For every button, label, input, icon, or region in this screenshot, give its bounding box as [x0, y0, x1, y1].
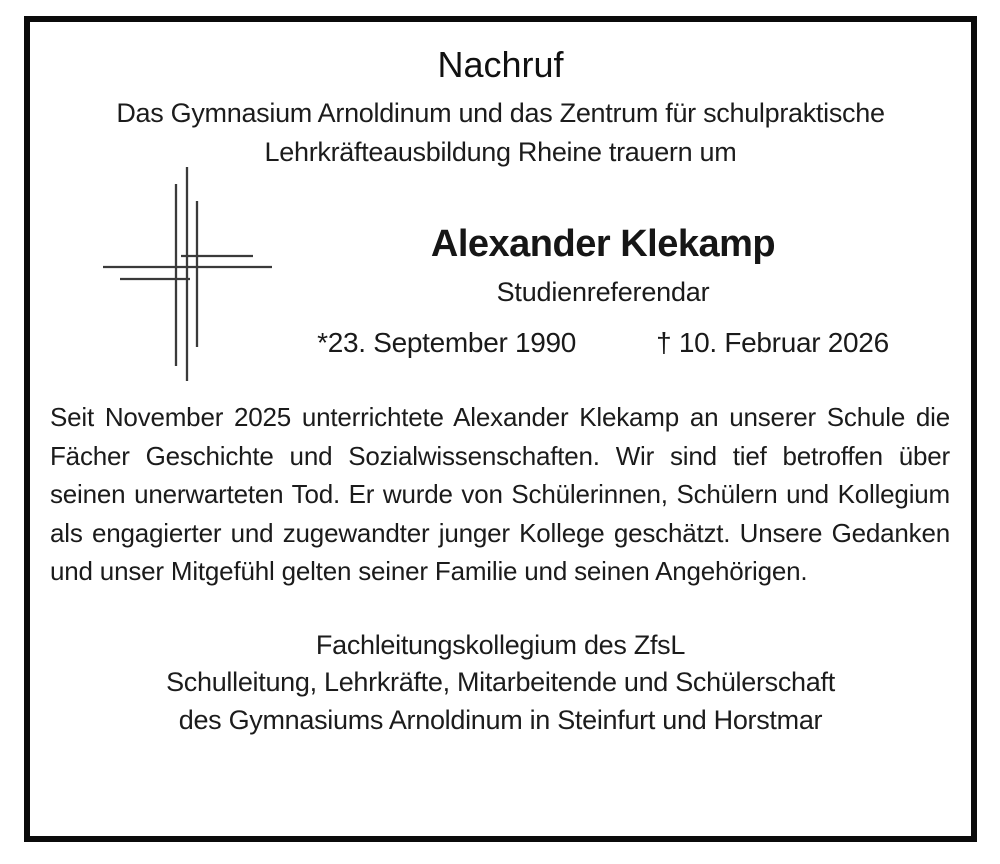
name-and-cross-section: [30, 172, 971, 362]
intro-line-2: Lehrkräfteausbildung Rheine trauern um: [264, 137, 737, 167]
intro-line-1: Das Gymnasium Arnoldinum und das Zentrum für schulpraktische: [116, 98, 885, 128]
death-date: † 10. Februar 2026: [656, 327, 889, 358]
signature-line-1: Fachleitungskollegium des ZfsL: [315, 629, 686, 660]
life-dates: [235, 324, 971, 362]
obituary-body-paragraph: Seit November 2025 unterrichtete Alexander Klekamp an unserer Schule die Fächer Geschichte und Sozialwissenschaften. Wir sind tief betroffen über seinen unerwarteten Tod. Er wurde von Schülerinnen, Schülern und Kollegium als engagierter und zugewandter junger Kollege geschätzt. Unsere Gedanken und unser Mitgefühl gelten seiner Familie und seinen Angehörigen.: [50, 402, 950, 586]
deceased-name: Alexander Klekamp: [430, 223, 776, 265]
signature-line-3: des Gymnasiums Arnoldinum in Steinfurt und Horstmar: [178, 704, 823, 735]
deceased-info-column: [235, 172, 971, 362]
signature-block: [30, 627, 971, 740]
memorial-cross-icon: [100, 162, 275, 386]
obituary-frame: [24, 16, 977, 842]
deceased-role: Studienreferendar: [496, 277, 710, 307]
signature-line-2: Schulleitung, Lehrkräfte, Mitarbeitende und Schülerschaft: [166, 667, 835, 697]
birth-date: *23. September 1990: [317, 327, 577, 358]
intro-text: [30, 94, 971, 172]
obituary-title: Nachruf: [437, 44, 564, 85]
